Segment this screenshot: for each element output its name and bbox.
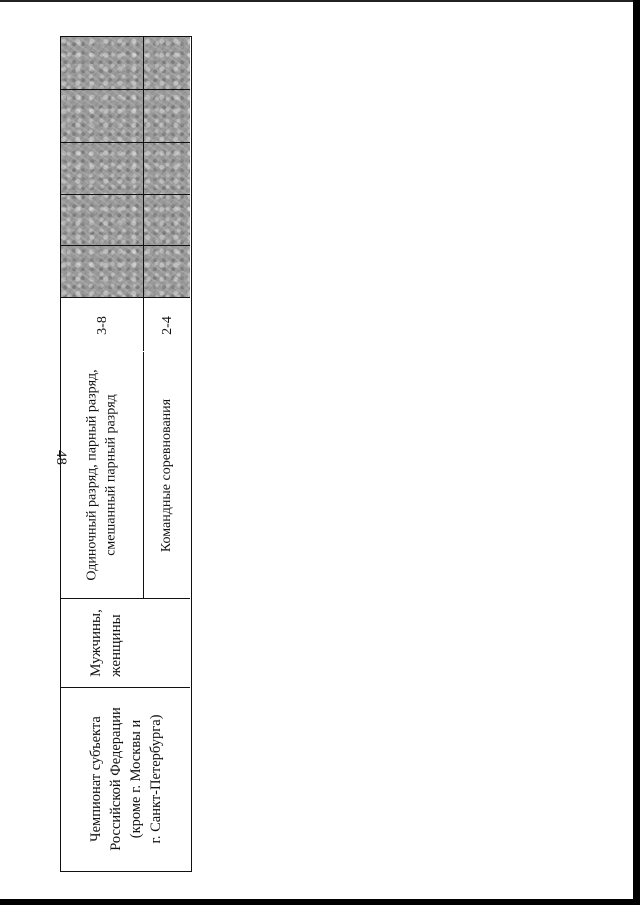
- scan-edge-right: [633, 0, 640, 905]
- grid-line: [61, 194, 190, 195]
- cell-count-2: [144, 299, 190, 351]
- shaded-cells: [61, 37, 190, 297]
- cell-discipline-1: [61, 352, 143, 598]
- cell-discipline-2: [144, 352, 190, 598]
- cell-gender: [61, 598, 190, 687]
- grid-line: [61, 297, 190, 298]
- count-value: 3-8: [94, 315, 110, 335]
- cell-count-1: [61, 299, 143, 351]
- competition-line: Российской Федерации: [107, 706, 124, 851]
- competition-line: Чемпионат субъекта: [87, 715, 104, 842]
- grid-gap: [143, 615, 144, 687]
- competition-line: (кроме г. Москвы и: [127, 719, 144, 838]
- grid-line: [61, 89, 190, 90]
- discipline-line: Одиночный разряд, парный разряд,: [85, 369, 100, 581]
- discipline-line: смешанный парный разряд: [104, 394, 119, 556]
- count-value: 2-4: [159, 315, 175, 335]
- grid-gap: [61, 351, 190, 352]
- competition-line: г. Санкт-Петербурга): [147, 714, 164, 843]
- gender-line: Мужчины,: [87, 608, 104, 677]
- grid-line: [61, 245, 190, 246]
- cell-competition: [61, 687, 190, 870]
- gender-line: женщины: [107, 613, 124, 677]
- discipline-line: Командные соревнования: [159, 398, 175, 552]
- grid-line: [61, 142, 190, 143]
- page-number-text: 48: [52, 449, 69, 465]
- scan-edge-bottom: [0, 899, 640, 905]
- competition-table: [60, 36, 192, 872]
- scan-edge-top: [0, 0, 640, 2]
